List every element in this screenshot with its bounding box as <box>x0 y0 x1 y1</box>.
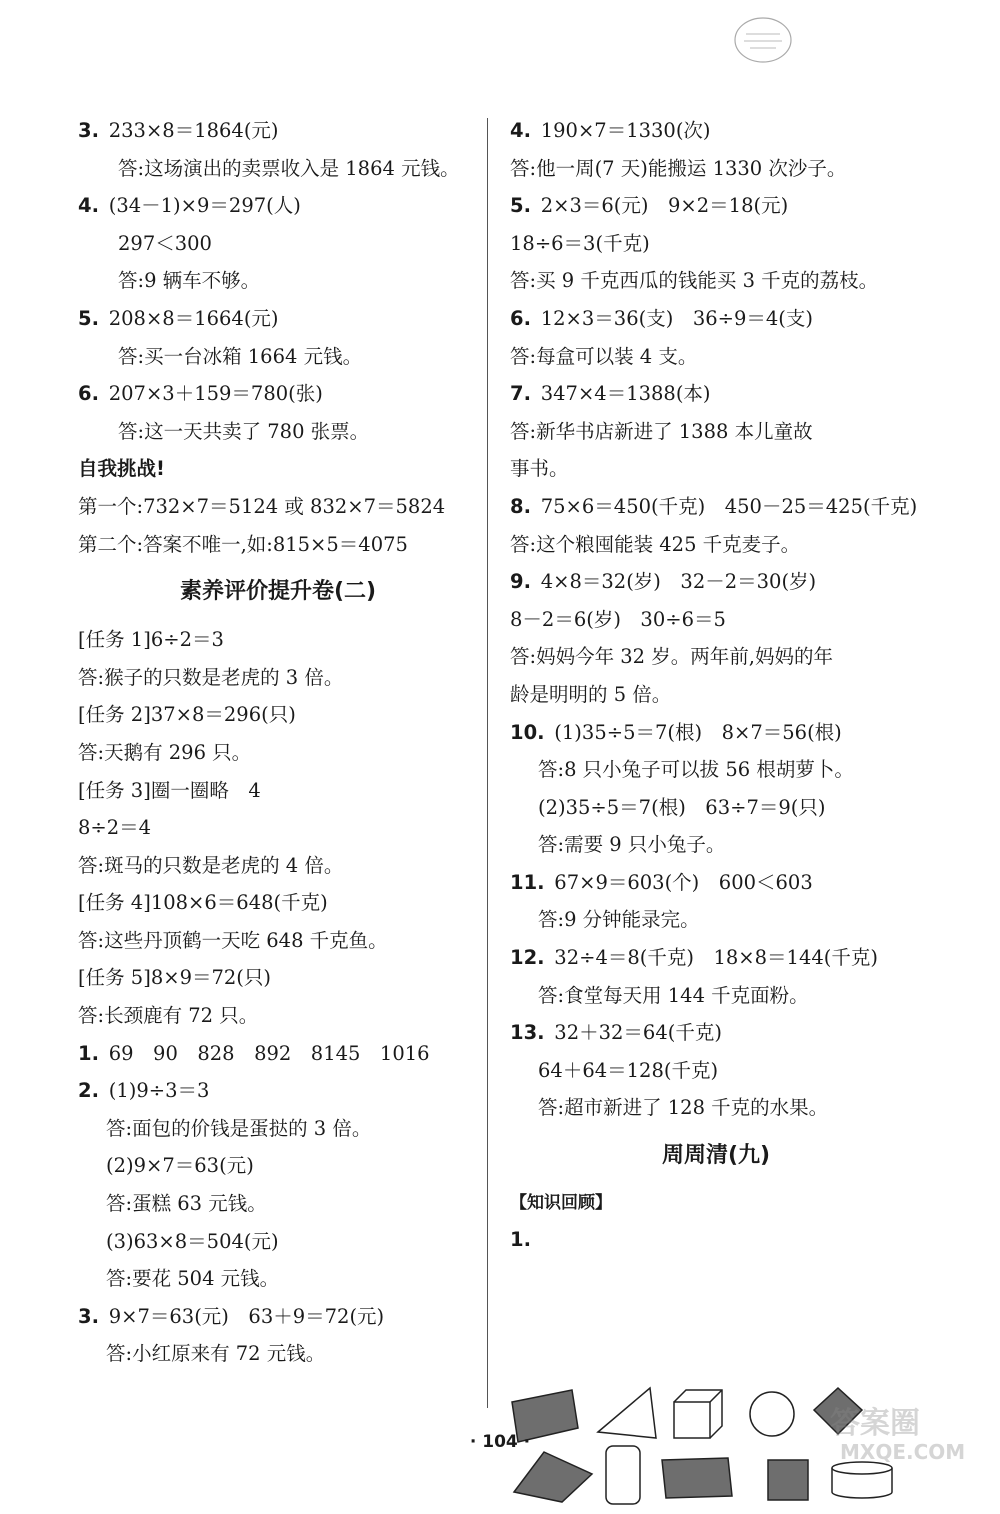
item-text: 第一个:732×7＝5124 或 832×7＝5824 <box>78 494 446 518</box>
item-text: (34－1)×9＝297(人) <box>108 194 301 218</box>
answer-line <box>510 977 922 1015</box>
item-text: 32＋32＝64(千克) <box>554 1021 722 1045</box>
item-number: 12. <box>510 946 545 970</box>
slanted-parallelogram-shape <box>662 1458 732 1498</box>
item-text: 龄是明明的 5 倍。 <box>510 682 672 706</box>
answer-line <box>510 413 922 451</box>
item-text: 18÷6＝3(千克) <box>510 231 650 255</box>
right-column <box>510 112 922 1259</box>
answer-item <box>510 375 922 413</box>
item-text: 答:这些丹顶鹤一天吃 648 千克鱼。 <box>78 928 388 952</box>
answer-line <box>78 1185 478 1223</box>
answer-line <box>78 225 478 263</box>
item-text: 答:妈妈今年 32 岁。两年前,妈妈的年 <box>510 645 833 669</box>
item-number: 6. <box>510 306 531 330</box>
item-text: (1)9÷3＝3 <box>108 1079 210 1103</box>
item-text: 答:面包的价钱是蛋挞的 3 倍。 <box>106 1116 372 1140</box>
item-text: 347×4＝1388(本) <box>540 382 711 406</box>
answer-item <box>510 1014 922 1052</box>
quadrilateral-shape <box>514 1452 592 1502</box>
subsection-label: 【知识回顾】 <box>510 1193 612 1214</box>
item-number: 1. <box>78 1041 99 1065</box>
item-text: 答:天鹅有 296 只。 <box>78 740 252 764</box>
item-text: 第二个:答案不唯一,如:815×5＝4075 <box>78 532 408 556</box>
item-number: 8. <box>510 494 531 518</box>
item-text: (2)9×7＝63(元) <box>106 1154 254 1178</box>
item-text: 9×7＝63(元) 63＋9＝72(元) <box>108 1304 385 1328</box>
item-number: 13. <box>510 1021 545 1045</box>
item-text: 67×9＝603(个) 600＜603 <box>554 870 813 894</box>
answer-line <box>78 1147 478 1185</box>
answer-line <box>78 413 478 451</box>
cylinder-shape <box>832 1462 892 1498</box>
answer-item <box>510 112 922 150</box>
answer-line <box>78 809 478 847</box>
item-number: 11. <box>510 870 545 894</box>
item-text: (1)35÷5＝7(根) 8×7＝56(根) <box>554 720 842 744</box>
item-text: 297＜300 <box>118 231 212 255</box>
item-text: 答:食堂每天用 144 千克面粉。 <box>538 983 809 1007</box>
item-number: 5. <box>510 194 531 218</box>
watermark-logo <box>810 1395 990 1465</box>
item-text: 答:超市新进了 128 千克的水果。 <box>538 1096 829 1120</box>
cube-shape <box>674 1390 722 1438</box>
answer-line <box>78 659 478 697</box>
item-text: 208×8＝1664(元) <box>108 306 279 330</box>
answer-line <box>78 772 478 810</box>
item-text: 答:斑马的只数是老虎的 4 倍。 <box>78 853 344 877</box>
answer-line <box>510 1052 922 1090</box>
answer-line <box>510 601 922 639</box>
answer-line <box>78 696 478 734</box>
answer-item <box>510 714 922 752</box>
item-text: 2×3＝6(元) 9×2＝18(元) <box>540 194 789 218</box>
item-text: 207×3＋159＝780(张) <box>108 382 323 406</box>
answer-item <box>78 1035 478 1073</box>
answer-line <box>78 1335 478 1373</box>
item-text: (3)63×8＝504(元) <box>106 1229 279 1253</box>
item-text: 答:这一天共卖了 780 张票。 <box>118 419 370 443</box>
item-text: 答:每盒可以装 4 支。 <box>510 344 698 368</box>
answer-line <box>78 488 478 526</box>
watermark-top-text: 答案圈 <box>830 1406 920 1441</box>
answer-line <box>510 676 922 714</box>
answer-line <box>78 997 478 1035</box>
item-text: 答:需要 9 只小兔子。 <box>538 833 726 857</box>
answer-item <box>510 488 922 526</box>
item-text: 75×6＝450(千克) 450－25＝425(千克) <box>540 494 918 518</box>
answer-line <box>78 1223 478 1261</box>
item-text: 8－2＝6(岁) 30÷6＝5 <box>510 607 726 631</box>
answer-line <box>78 734 478 772</box>
item-text: [任务 4]108×6＝648(千克) <box>78 891 328 915</box>
left-column <box>78 112 478 1373</box>
answer-line <box>510 225 922 263</box>
item-text: [任务 3]圈一圈略 4 <box>78 778 261 802</box>
item-number: 3. <box>78 1304 99 1328</box>
item-text: 答:长颈鹿有 72 只。 <box>78 1004 259 1028</box>
answer-line <box>78 847 478 885</box>
answer-item <box>510 864 922 902</box>
corner-stamp <box>732 14 794 66</box>
item-text: 答:买 9 千克西瓜的钱能买 3 千克的荔枝。 <box>510 269 879 293</box>
item-number: 6. <box>78 382 99 406</box>
square-shape <box>768 1460 808 1500</box>
item-text: (2)35÷5＝7(根) 63÷7＝9(只) <box>538 795 826 819</box>
item-text: 答:9 辆车不够。 <box>118 269 261 293</box>
answer-item <box>510 939 922 977</box>
item-number: 3. <box>78 119 99 142</box>
item-text: 答:8 只小兔子可以拔 56 根胡萝卜。 <box>538 758 854 782</box>
item-number: 9. <box>510 570 531 594</box>
answer-line <box>78 959 478 997</box>
item-text: [任务 1]6÷2＝3 <box>78 628 224 652</box>
answer-line <box>510 901 922 939</box>
item-text: 答:9 分钟能录完。 <box>538 908 700 932</box>
item-text: 32÷4＝8(千克) 18×8＝144(千克) <box>554 946 878 970</box>
answer-line <box>510 450 922 488</box>
rounded-rectangle-shape <box>606 1446 640 1504</box>
watermark-bottom-text: MXQE.COM <box>840 1440 966 1464</box>
answer-item <box>78 375 478 413</box>
item-number: 2. <box>78 1079 99 1103</box>
answer-line <box>510 638 922 676</box>
item-text: [任务 2]37×8＝296(只) <box>78 703 296 727</box>
triangle-shape <box>598 1388 656 1438</box>
item-number: 1. <box>510 1228 531 1252</box>
item-text: 190×7＝1330(次) <box>540 119 711 142</box>
item-text: 答:蛋糕 63 元钱。 <box>106 1192 267 1216</box>
answer-line <box>510 338 922 376</box>
item-number: 4. <box>510 119 531 142</box>
answer-line <box>78 262 478 300</box>
item-text: 答:小红原来有 72 元钱。 <box>106 1342 326 1366</box>
item-text: 12×3＝36(支) 36÷9＝4(支) <box>540 306 814 330</box>
answer-line <box>78 621 478 659</box>
item-text: 答:这个粮囤能装 425 千克麦子。 <box>510 532 801 556</box>
item-number: 7. <box>510 382 531 406</box>
answer-item <box>510 300 922 338</box>
item-text: 答:新华书店新进了 1388 本儿童故 <box>510 419 813 443</box>
answer-item <box>78 112 478 150</box>
answer-line <box>78 526 478 564</box>
section-heading: 素养评价提升卷(二) <box>179 579 377 605</box>
section-heading: 周周清(九) <box>661 1143 771 1169</box>
item-text: [任务 5]8×9＝72(只) <box>78 966 272 990</box>
answer-item <box>78 1072 478 1110</box>
item-number: 4. <box>78 194 99 218</box>
column-divider <box>487 118 488 1408</box>
answer-line <box>78 1260 478 1298</box>
item-text: 64＋64＝128(千克) <box>538 1058 719 1082</box>
answer-item <box>78 1298 478 1336</box>
answer-item <box>78 187 478 225</box>
answer-line <box>78 338 478 376</box>
answer-line <box>78 922 478 960</box>
item-text: 69 90 828 892 8145 1016 <box>108 1041 430 1065</box>
page-number: · 104 · <box>469 1432 531 1452</box>
answer-line <box>78 1110 478 1148</box>
item-text: 233×8＝1864(元) <box>108 119 279 142</box>
answer-line <box>510 262 922 300</box>
circle-shape <box>750 1392 794 1436</box>
answer-item <box>510 187 922 225</box>
answer-item <box>510 1221 922 1259</box>
challenge-label: 自我挑战! <box>78 457 165 481</box>
item-number: 10. <box>510 720 545 744</box>
answer-line <box>510 826 922 864</box>
item-text: 答:要花 504 元钱。 <box>106 1267 280 1291</box>
item-text: 8÷2＝4 <box>78 816 152 840</box>
answer-item <box>78 300 478 338</box>
answer-line <box>510 789 922 827</box>
answer-line <box>78 884 478 922</box>
item-text: 答:他一周(7 天)能搬运 1330 次沙子。 <box>510 156 847 180</box>
answer-item <box>510 563 922 601</box>
answer-line <box>510 150 922 188</box>
item-text: 4×8＝32(岁) 32－2＝30(岁) <box>540 570 817 594</box>
item-text: 答:这场演出的卖票收入是 1864 元钱。 <box>118 156 460 180</box>
item-text: 答:买一台冰箱 1664 元钱。 <box>118 344 363 368</box>
item-text: 答:猴子的只数是老虎的 3 倍。 <box>78 665 344 689</box>
answer-line <box>510 526 922 564</box>
item-number: 5. <box>78 306 99 330</box>
answer-line <box>510 1089 922 1127</box>
answer-line <box>78 150 478 188</box>
item-text: 事书。 <box>510 457 569 481</box>
answer-line <box>510 751 922 789</box>
